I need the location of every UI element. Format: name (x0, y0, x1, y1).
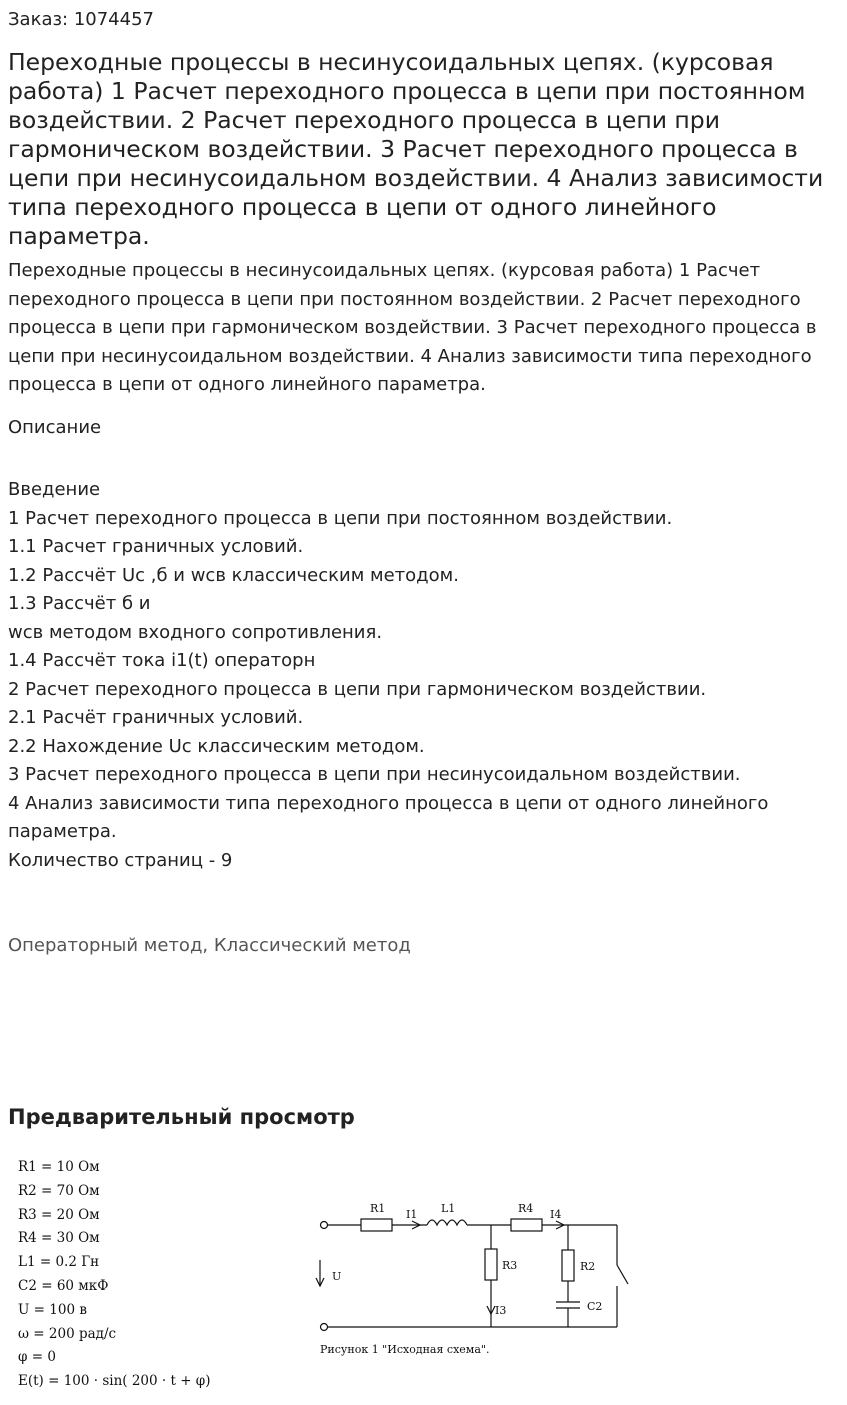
toc-item: 3 Расчет переходного процесса в цепи при несинусоидальном воздействии. (8, 764, 741, 785)
label-r3: R3 (502, 1259, 518, 1272)
toc-item: 4 Анализ зависимости типа переходного процесса в цепи от одного линейного параметра. (8, 792, 769, 842)
parameter-u: U = 100 в (18, 1301, 87, 1318)
parameter-r4: R4 = 30 Ом (18, 1230, 100, 1247)
parameter-r2: R2 = 70 Ом (18, 1182, 100, 1199)
order-number: Заказ: 1074457 (8, 9, 154, 30)
circuit-diagram (300, 1190, 640, 1365)
resistor-r4 (511, 1219, 542, 1231)
parameter-c2: C2 = 60 мкФ (18, 1277, 109, 1294)
input-terminal-top (321, 1222, 328, 1229)
toc-item: 2.2 Нахождение Uc классическим методом. (8, 735, 425, 757)
toc-item: 1.3 Рассчёт б и (8, 593, 151, 614)
inductor-l1 (427, 1220, 467, 1225)
resistor-r3 (485, 1249, 497, 1280)
toc-item: Введение (8, 479, 101, 500)
description-text: Переходные процессы в несинусоидальных цепях. (курсовая работа) 1 Расчет переходного процесса в цепи при постоянном воздействии. 2 Расчет переходного процесса в цепи при гармоническом воздействии. 3 Расчет переходного процесса в цепи при несинусоидальном воздействии. 4 Анализ зависимости типа переходного процесса в цепи от одного линейного параметра. (8, 260, 817, 396)
input-terminal-bottom (321, 1324, 328, 1331)
description-section-label: Описание (8, 417, 102, 438)
table-of-contents (8, 476, 843, 875)
parameter-phi: φ = 0 (18, 1349, 56, 1366)
parameter-source: E(t) = 100 · sin( 200 · t + φ) (18, 1373, 211, 1390)
preview-heading: Предварительный просмотр (8, 1105, 355, 1129)
page-count: Количество страниц - 9 (8, 849, 233, 871)
page-title: Переходные процессы в несинусоидальных цепях. (курсовая работа) 1 Расчет переходного процесса в цепи при постоянном воздействии. 2 Расчет переходного процесса в цепи при гармоническом воздействии. 3 Расчет переходного процесса в цепи при несинусоидальном воздействии. 4 Анализ зависимости типа переходного процесса в цепи от одного линейного параметра. (8, 48, 824, 250)
label-i4: I4 (550, 1208, 562, 1221)
toc-item: wсв методом входного сопротивления. (8, 621, 383, 643)
parameter-r3: R3 = 20 Ом (18, 1206, 100, 1223)
label-l1: L1 (441, 1202, 456, 1215)
parameter-omega: ω = 200 рад/с (18, 1325, 117, 1342)
label-i3: I3 (495, 1304, 507, 1317)
label-u: U (332, 1270, 342, 1283)
parameter-list (18, 1156, 211, 1394)
toc-item: 2 Расчет переходного процесса в цепи при гармоническом воздействии. (8, 678, 707, 700)
label-r1: R1 (370, 1202, 386, 1215)
parameter-r1: R1 = 10 Ом (18, 1159, 100, 1175)
label-r2: R2 (580, 1260, 596, 1273)
resistor-r1 (361, 1219, 392, 1231)
toc-item: 2.1 Расчёт граничных условий. (8, 707, 304, 728)
switch (617, 1265, 628, 1284)
circuit-caption: Рисунок 1 "Исходная схема". (320, 1343, 490, 1356)
toc-item: 1 Расчет переходного процесса в цепи при постоянном воздействии. (8, 507, 673, 529)
toc-item: 1.2 Рассчёт Uc ,б и wсв классическим методом. (8, 564, 459, 586)
tags[interactable]: Операторный метод, Классический метод (8, 935, 411, 956)
label-i1: I1 (406, 1208, 418, 1221)
toc-item: 1.1 Расчет граничных условий. (8, 536, 304, 557)
parameter-l1: L1 = 0.2 Гн (18, 1254, 100, 1271)
label-r4: R4 (518, 1202, 534, 1215)
toc-item: 1.4 Рассчёт тока i1(t) операторн (8, 650, 316, 671)
label-c2: C2 (587, 1300, 603, 1313)
resistor-r2 (562, 1250, 574, 1281)
